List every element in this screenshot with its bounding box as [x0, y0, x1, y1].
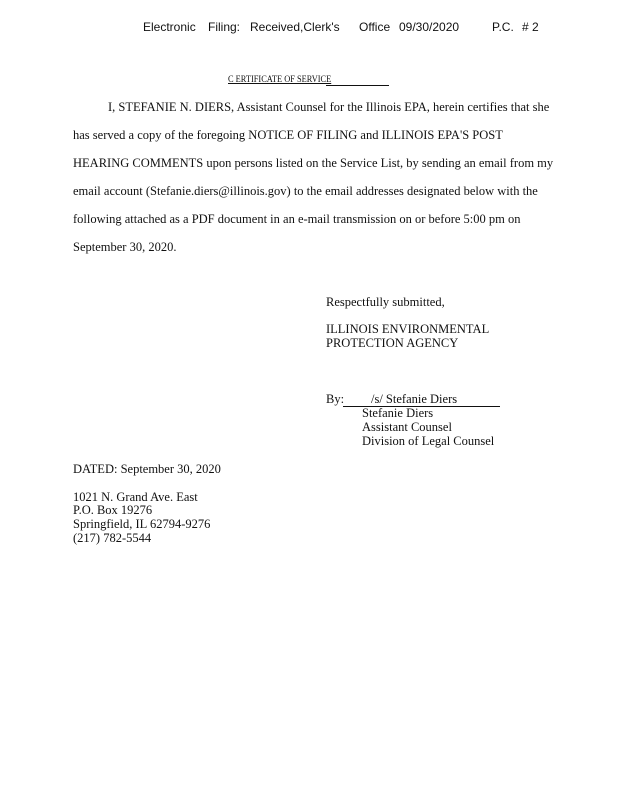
by-label: By: [326, 392, 345, 406]
body-line-2: has served a copy of the foregoing NOTICE OF FILING and ILLINOIS EPA'S POST [73, 128, 503, 142]
address-line-3: Springfield, IL 62794-9276 [73, 517, 211, 531]
agency-line-2: PROTECTION AGENCY [326, 336, 459, 350]
body-line-1: I, STEFANIE N. DIERS, Assistant Counsel for the Illinois EPA, herein certifies that she [108, 100, 550, 114]
header-electronic: Electronic [143, 20, 196, 34]
header-received: Received,Clerk's [250, 20, 340, 34]
address-line-2: P.O. Box 19276 [73, 503, 153, 517]
body-line-5: following attached as a PDF document in an e-mail transmission on or before 5:00 pm on [73, 212, 521, 226]
body-line-6: September 30, 2020. [73, 240, 177, 254]
signer-title: Assistant Counsel [362, 420, 452, 434]
header-filing: Filing: [208, 20, 241, 34]
signer-division: Division of Legal Counsel [362, 434, 495, 448]
address-line-4: (217) 782-5544 [73, 531, 152, 545]
body-line-4: email account (Stefanie.diers@illinois.gov) to the email addresses designated below with the [73, 184, 538, 198]
dated: DATED: September 30, 2020 [73, 462, 221, 476]
header-office: Office [359, 20, 391, 34]
certificate-title: C ERTIFICATE OF SERVICE [228, 74, 332, 84]
title-underline [326, 85, 389, 86]
header-pc: P.C. [492, 20, 514, 34]
header-date: 09/30/2020 [399, 20, 460, 34]
signer-name: Stefanie Diers [362, 406, 434, 420]
signature: /s/ Stefanie Diers [371, 392, 458, 406]
agency-line-1: ILLINOIS ENVIRONMENTAL [326, 322, 490, 336]
closing: Respectfully submitted, [326, 295, 445, 309]
body-line-3: HEARING COMMENTS upon persons listed on the Service List, by sending an email from my [73, 156, 554, 170]
header-pc-number: # 2 [522, 20, 539, 34]
address-line-1: 1021 N. Grand Ave. East [73, 490, 198, 504]
